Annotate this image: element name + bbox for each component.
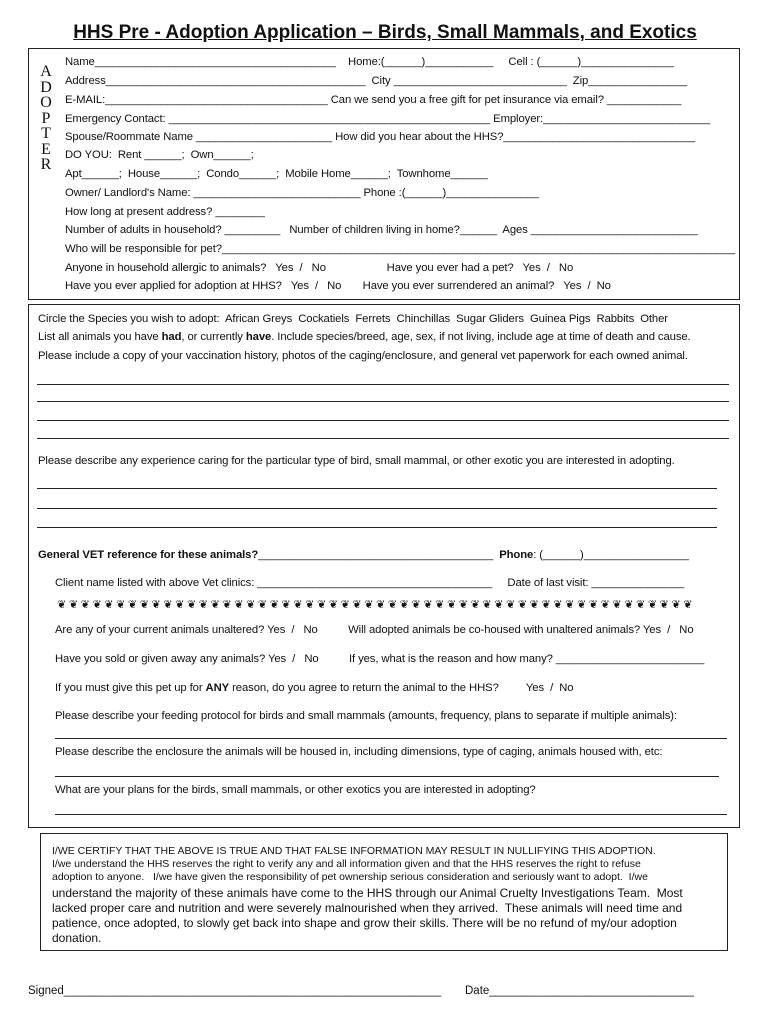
adopter-letter: E	[41, 140, 51, 158]
adopter-letter: D	[40, 78, 52, 96]
adopter-letter: A	[40, 63, 52, 80]
paw-divider: ❦❦❦❦❦❦❦❦❦❦❦❦❦❦❦❦❦❦❦❦❦❦❦❦❦❦❦❦❦❦❦❦❦❦❦❦❦❦❦❦❦❦❦❦❦❦❦❦❦❦❦❦❦❦	[57, 599, 696, 611]
vet-reference-field[interactable]: General VET reference for these animals?______________________________________ Phone: (______)_________________	[38, 549, 689, 561]
sold-question[interactable]: Have you sold or given away any animals? Yes / No If yes, what is the reason and how many? ________________________	[55, 653, 705, 665]
name-phone-field[interactable]: Name_______________________________________ Home:(______)___________ Cell : (______)_______________	[65, 56, 674, 68]
address-field[interactable]: Address__________________________________________ City ____________________________ Zip________________	[65, 75, 688, 87]
adopter-letter: P	[41, 109, 51, 127]
experience-question: Please describe any experience caring for the particular type of bird, small mammal, or other exotic you are interested in adopting.	[38, 455, 675, 467]
answer-line[interactable]	[37, 508, 717, 509]
answer-line[interactable]	[55, 738, 727, 739]
adopter-letter: T	[41, 125, 51, 142]
adopter-letter: O	[40, 94, 52, 111]
list-animals-instruction: List all animals you have had, or currently have. Include species/breed, age, sex, if not living, include age at time of death and cause.	[38, 331, 691, 343]
landlord-field[interactable]: Owner/ Landlord's Name: ___________________________ Phone :(______)_______________	[65, 187, 539, 199]
emergency-contact-field[interactable]: Emergency Contact: ____________________________________________________ Employer:___________________________	[65, 113, 711, 125]
email-field[interactable]: E-MAIL:____________________________________ Can we send you a free gift for pet insurance via email? ____________	[65, 94, 682, 106]
certify-line: donation.	[52, 931, 102, 945]
certify-line: understand the majority of these animals have come to the HHS through our Animal Cruelty Investigations Team. Most	[52, 886, 683, 900]
certify-line: lacked proper care and nutrition and were severely malnourished when they arrived. These animals will need time and	[52, 901, 683, 915]
client-name-field[interactable]: Client name listed with above Vet clinics: ______________________________________ Date of last visit: _______________	[55, 577, 685, 589]
species-selection-line[interactable]: Circle the Species you wish to adopt: African Greys Cockatiels Ferrets Chinchillas Sugar Gliders Guinea Pigs Rabbits Other	[38, 313, 668, 325]
responsible-person-field[interactable]: Who will be responsible for pet?___________________________________________________________________________________	[65, 243, 736, 255]
certify-line: patience, once adopted, to slowly get back into shape and grow their skills. There will be no refund of my/our adoption	[52, 916, 677, 930]
spouse-field[interactable]: Spouse/Roommate Name ______________________ How did you hear about the HHS?_______________________________	[65, 131, 696, 143]
dwelling-type-field[interactable]: Apt______; House______; Condo______; Mobile Home______; Townhome______	[65, 168, 488, 180]
present-address-duration-field[interactable]: How long at present address? ________	[65, 206, 265, 218]
answer-line[interactable]	[37, 438, 729, 439]
residence-type-field[interactable]: DO YOU: Rent ______; Own______;	[65, 149, 254, 161]
answer-line[interactable]	[37, 488, 717, 489]
unaltered-question[interactable]: Are any of your current animals unaltered? Yes / No Will adopted animals be co-housed with unaltered animals? Yes / No	[55, 624, 694, 636]
answer-line[interactable]	[37, 420, 729, 421]
answer-line[interactable]	[55, 776, 719, 777]
plans-question: What are your plans for the birds, small mammals, or other exotics you are interested in adopting?	[55, 784, 536, 796]
certify-line: adoption to anyone. I/we have given the responsibility of pet ownership serious consideration and seriously want to adopt. I/we	[52, 871, 648, 883]
applied-surrendered-question[interactable]: Have you ever applied for adoption at HHS? Yes / No Have you ever surrendered an animal? Yes / No	[65, 280, 611, 292]
answer-line[interactable]	[37, 527, 717, 528]
adopter-letter: R	[40, 156, 52, 173]
vaccination-instruction: Please include a copy of your vaccination history, photos of the caging/enclosure, and general vet paperwork for each owned animal.	[38, 350, 688, 362]
answer-line[interactable]	[55, 814, 727, 815]
enclosure-question: Please describe the enclosure the animals will be housed in, including dimensions, type of caging, animals housed with, etc:	[55, 746, 663, 758]
adopter-vertical-label	[39, 64, 53, 173]
date-field[interactable]: Date________________________________	[465, 985, 694, 997]
signature-field[interactable]: Signed___________________________________________________________	[28, 985, 442, 997]
form-title: HHS Pre - Adoption Application – Birds, Small Mammals, and Exotics	[73, 22, 697, 43]
certify-line: I/we understand the HHS reserves the right to verify any and all information given and that the HHS reserves the right to refuse	[52, 858, 641, 870]
certify-statement: I/WE CERTIFY THAT THE ABOVE IS TRUE AND THAT FALSE INFORMATION MAY RESULT IN NULLIFYING THIS ADOPTION.	[52, 845, 656, 857]
answer-line[interactable]	[37, 384, 729, 385]
household-count-field[interactable]: Number of adults in household? _________ Number of children living in home?______ Ages ___________________________	[65, 224, 698, 236]
allergy-pet-question[interactable]: Anyone in household allergic to animals? Yes / No Have you ever had a pet? Yes / No	[65, 262, 574, 274]
return-agreement-question[interactable]: If you must give this pet up for ANY reason, do you agree to return the animal to the HHS? Yes / No	[55, 682, 574, 694]
feeding-question: Please describe your feeding protocol for birds and small mammals (amounts, frequency, plans to separate if multiple animals):	[55, 710, 677, 722]
answer-line[interactable]	[37, 401, 729, 402]
